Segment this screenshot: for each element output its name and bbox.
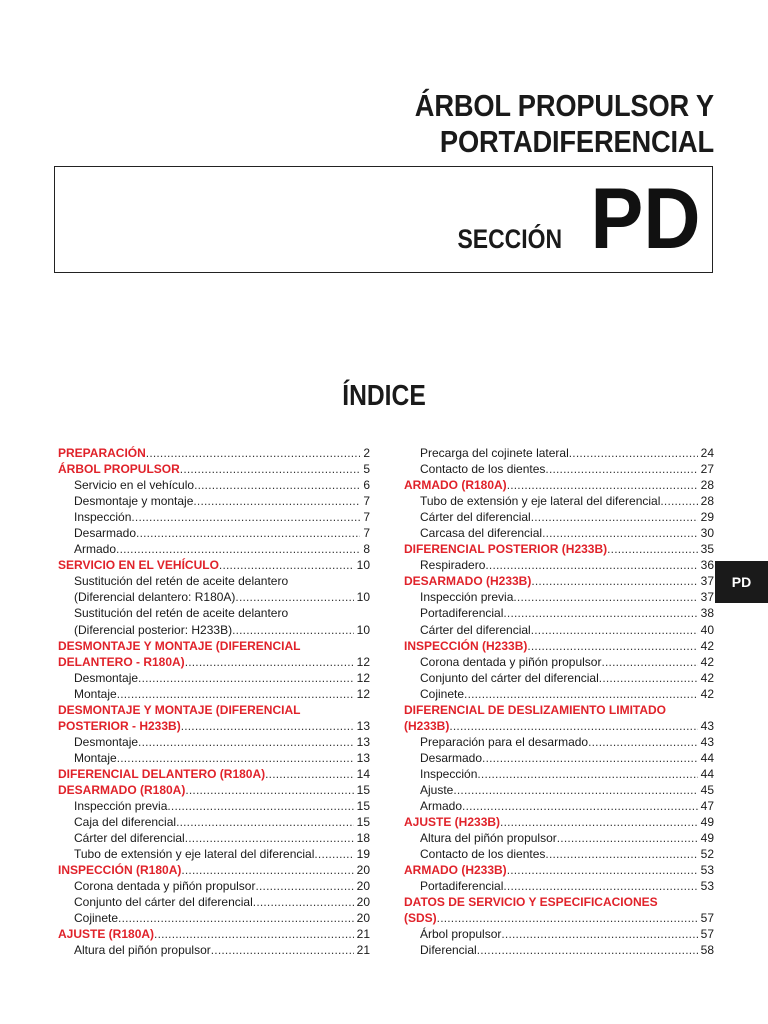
toc-entry-title: Tubo de extensión y eje lateral del diferencial <box>420 494 661 509</box>
toc-entry-title: DIFERENCIAL DE DESLIZAMIENTO LIMITADO <box>404 702 667 717</box>
toc-entry-title: Diferencial <box>420 943 477 958</box>
toc-entry-title: Portadiferencial <box>420 879 504 894</box>
toc-entry-title: INSPECCIÓN (H233B) <box>404 638 528 653</box>
toc-leader-dots <box>154 926 354 942</box>
toc-entry-title: Montaje <box>74 686 117 701</box>
toc-entry[interactable] <box>58 894 370 910</box>
toc-leader-dots <box>477 766 697 782</box>
toc-leader-dots <box>180 461 361 477</box>
toc-leader-dots <box>503 605 697 621</box>
toc-leader-dots <box>136 525 360 541</box>
toc-entry-title: Desmontaje <box>74 670 139 685</box>
toc-entry-page: 42 <box>700 686 714 701</box>
toc-entry[interactable] <box>58 589 370 605</box>
toc-entry-page: 42 <box>700 654 714 669</box>
toc-entry-title: (Diferencial delantero: R180A) <box>74 590 236 605</box>
toc-entry-title: Inspección previa <box>420 590 514 605</box>
toc-entry-page: 44 <box>700 766 714 781</box>
toc-leader-dots <box>116 541 360 557</box>
toc-entry[interactable] <box>404 846 714 862</box>
toc-leader-dots <box>185 830 354 846</box>
toc-entry[interactable] <box>58 782 370 798</box>
toc-leader-dots <box>117 750 354 766</box>
toc-entry-title: Portadiferencial <box>420 606 504 621</box>
toc-entry[interactable] <box>404 477 714 493</box>
toc-leader-dots <box>146 445 361 461</box>
toc-entry[interactable] <box>404 798 714 814</box>
toc-entry-title: Inspección previa <box>74 799 168 814</box>
toc-entry[interactable] <box>404 686 714 702</box>
toc-entry-title: Corona dentada y piñón propulsor <box>420 654 602 669</box>
toc-entry-page: 19 <box>356 847 370 862</box>
toc-entry-title: ARMADO (R180A) <box>404 478 507 493</box>
toc-entry[interactable] <box>404 894 714 910</box>
section-box <box>54 166 713 273</box>
toc-entry[interactable] <box>58 541 370 557</box>
toc-leader-dots <box>194 477 360 493</box>
toc-entry[interactable] <box>58 622 370 638</box>
toc-entry-page: 49 <box>700 815 714 830</box>
toc-entry[interactable] <box>404 589 714 605</box>
section-label: SECCIÓN <box>457 224 562 254</box>
toc-left-column <box>58 445 370 959</box>
index-heading: ÍNDICE <box>342 380 426 412</box>
toc-entry[interactable] <box>404 445 714 461</box>
toc-entry-title: AJUSTE (H233B) <box>404 815 501 830</box>
toc-leader-dots <box>181 862 353 878</box>
toc-entry-page: 27 <box>700 462 714 477</box>
toc-entry-title: Cárter del diferencial <box>420 510 531 525</box>
toc-entry[interactable] <box>58 878 370 894</box>
toc-entry-title: Armado <box>420 799 463 814</box>
document-title <box>415 88 714 160</box>
toc-leader-dots <box>557 830 698 846</box>
toc-entry-title: Inspección <box>420 766 478 781</box>
toc-entry-page: 53 <box>700 863 714 878</box>
toc-entry-page: 21 <box>356 927 370 942</box>
toc-entry-page: 15 <box>356 782 370 797</box>
toc-entry[interactable] <box>404 910 714 926</box>
toc-entry[interactable] <box>58 734 370 750</box>
toc-leader-dots <box>531 573 697 589</box>
toc-entry-page: 6 <box>363 478 370 493</box>
toc-entry[interactable] <box>58 718 370 734</box>
toc-entry-title: DIFERENCIAL DELANTERO (R180A) <box>58 766 266 781</box>
toc-leader-dots <box>527 638 697 654</box>
toc-entry-title: AJUSTE (R180A) <box>58 927 155 942</box>
toc-entry[interactable] <box>58 525 370 541</box>
toc-leader-dots <box>531 509 698 525</box>
toc-leader-dots <box>185 782 353 798</box>
toc-entry[interactable] <box>404 461 714 477</box>
toc-entry[interactable] <box>404 942 714 958</box>
toc-leader-dots <box>314 846 353 862</box>
toc-entry-page: 12 <box>356 670 370 685</box>
toc-entry-title: DESARMADO (R180A) <box>58 782 186 797</box>
toc-entry-page: 42 <box>700 670 714 685</box>
toc-entry-page: 30 <box>700 526 714 541</box>
toc-entry-page: 13 <box>356 718 370 733</box>
toc-entry[interactable] <box>404 638 714 654</box>
toc-entry-title: (H233B) <box>404 718 450 733</box>
toc-entry-page: 21 <box>356 943 370 958</box>
toc-entry[interactable] <box>404 862 714 878</box>
toc-entry[interactable] <box>404 493 714 509</box>
toc-entry[interactable] <box>58 814 370 830</box>
toc-entry-title: Armado <box>74 542 117 557</box>
toc-entry-page: 20 <box>356 895 370 910</box>
toc-entry[interactable] <box>404 718 714 734</box>
toc-leader-dots <box>167 798 353 814</box>
toc-entry-page: 42 <box>700 638 714 653</box>
toc-entry-page: 20 <box>356 879 370 894</box>
toc-entry-title: DATOS DE SERVICIO Y ESPECIFICACIONES <box>404 895 658 910</box>
toc-entry[interactable] <box>404 830 714 846</box>
toc-entry-title: Cárter del diferencial <box>74 831 185 846</box>
toc-entry-title: DIFERENCIAL POSTERIOR (H233B) <box>404 542 608 557</box>
toc-entry[interactable] <box>58 605 370 621</box>
toc-entry-page: 49 <box>700 831 714 846</box>
toc-entry[interactable] <box>58 862 370 878</box>
toc-entry[interactable] <box>404 750 714 766</box>
toc-entry[interactable] <box>58 573 370 589</box>
toc-entry-title: Desarmado <box>420 750 483 765</box>
toc-entry-page: 29 <box>700 510 714 525</box>
toc-leader-dots <box>181 718 354 734</box>
toc-entry-page: 53 <box>700 879 714 894</box>
toc-entry-title: Respiradero <box>420 558 486 573</box>
toc-leader-dots <box>232 622 354 638</box>
toc-entry-title: Contacto de los dientes <box>420 847 546 862</box>
toc-entry-page: 28 <box>700 494 714 509</box>
toc-entry[interactable] <box>58 686 370 702</box>
title-line-2: PORTADIFERENCIAL <box>439 124 714 159</box>
toc-entry-page: 44 <box>700 750 714 765</box>
toc-entry[interactable] <box>404 670 714 686</box>
toc-entry-title: Ajuste <box>420 782 454 797</box>
toc-entry-title: Desmontaje <box>74 734 139 749</box>
toc-entry-page: 12 <box>356 686 370 701</box>
toc-leader-dots <box>542 525 698 541</box>
toc-entry-title: Sustitución del retén de aceite delantero <box>74 574 289 589</box>
toc-entry-page: 10 <box>356 622 370 637</box>
toc-leader-dots <box>193 493 360 509</box>
toc-leader-dots <box>545 461 697 477</box>
toc-leader-dots <box>462 798 698 814</box>
toc-entry[interactable] <box>58 445 370 461</box>
toc-entry[interactable] <box>404 541 714 557</box>
toc-entry-page: 10 <box>356 558 370 573</box>
toc-entry-title: Árbol propulsor <box>420 927 502 942</box>
toc-right-column <box>404 445 714 959</box>
toc-entry[interactable] <box>58 461 370 477</box>
toc-entry-page: 36 <box>700 558 714 573</box>
toc-leader-dots <box>601 654 697 670</box>
toc-entry[interactable] <box>58 926 370 942</box>
toc-leader-dots <box>117 686 354 702</box>
toc-leader-dots <box>503 878 697 894</box>
toc-entry-title: Corona dentada y piñón propulsor <box>74 879 256 894</box>
toc-leader-dots <box>265 766 354 782</box>
toc-entry[interactable] <box>404 766 714 782</box>
toc-entry[interactable] <box>58 477 370 493</box>
toc-entry-page: 10 <box>356 590 370 605</box>
toc-entry-title: INSPECCIÓN (R180A) <box>58 863 182 878</box>
toc-leader-dots <box>545 846 697 862</box>
toc-entry-title: SERVICIO EN EL VEHÍCULO <box>58 558 219 573</box>
toc-entry-page: 13 <box>356 750 370 765</box>
toc-entry-page: 13 <box>356 734 370 749</box>
toc-entry-page: 15 <box>356 815 370 830</box>
toc-leader-dots <box>437 910 698 926</box>
toc-entry-title: DELANTERO - R180A) <box>58 654 185 669</box>
toc-leader-dots <box>599 670 698 686</box>
toc-leader-dots <box>176 814 354 830</box>
toc-entry-page: 35 <box>700 542 714 557</box>
toc-entry[interactable] <box>404 605 714 621</box>
toc-leader-dots <box>485 557 697 573</box>
section-code: PD <box>590 171 700 267</box>
toc-entry[interactable] <box>58 557 370 573</box>
toc-entry-page: 8 <box>363 542 370 557</box>
toc-entry[interactable] <box>404 782 714 798</box>
toc-entry-title: Cojinete <box>74 911 119 926</box>
toc-leader-dots <box>118 910 354 926</box>
toc-entry-title: Montaje <box>74 750 117 765</box>
toc-entry-page: 43 <box>700 734 714 749</box>
toc-entry[interactable] <box>58 910 370 926</box>
toc-leader-dots <box>131 509 360 525</box>
toc-entry-title: Servicio en el vehículo <box>74 478 195 493</box>
toc-entry-title: PREPARACIÓN <box>58 446 146 460</box>
toc-entry-page: 14 <box>356 766 370 781</box>
toc-entry-title: Contacto de los dientes <box>420 462 546 477</box>
toc-entry[interactable] <box>404 702 714 718</box>
toc-entry-page: 24 <box>700 446 714 460</box>
toc-entry-title: Conjunto del cárter del diferencial <box>74 895 253 910</box>
toc-entry-title: DESMONTAJE Y MONTAJE (DIFERENCIAL <box>58 702 301 717</box>
toc-leader-dots <box>219 557 354 573</box>
toc-entry-page: 2 <box>363 446 370 460</box>
toc-entry[interactable] <box>404 525 714 541</box>
toc-entry-title: Altura del piñón propulsor <box>74 943 211 958</box>
toc-entry[interactable] <box>404 814 714 830</box>
toc-entry[interactable] <box>58 702 370 718</box>
toc-entry-page: 52 <box>700 847 714 862</box>
toc-entry[interactable] <box>58 509 370 525</box>
toc-leader-dots <box>507 862 698 878</box>
toc-leader-dots <box>449 718 697 734</box>
toc-leader-dots <box>464 686 698 702</box>
toc-leader-dots <box>500 814 698 830</box>
toc-entry-page: 7 <box>363 494 370 509</box>
toc-entry[interactable] <box>58 750 370 766</box>
toc-entry[interactable] <box>58 846 370 862</box>
toc-entry-title: (Diferencial posterior: H233B) <box>74 622 233 637</box>
toc-leader-dots <box>477 942 698 958</box>
toc-entry[interactable] <box>58 942 370 958</box>
toc-entry[interactable] <box>58 654 370 670</box>
toc-entry-title: Precarga del cojinete lateral <box>420 446 569 460</box>
toc-entry-title: Carcasa del diferencial <box>420 526 543 541</box>
toc-entry[interactable] <box>404 654 714 670</box>
toc-entry-title: Inspección <box>74 510 132 525</box>
toc-entry-page: 7 <box>363 510 370 525</box>
toc-leader-dots <box>255 878 353 894</box>
toc-entry[interactable] <box>404 557 714 573</box>
toc-entry-page: 5 <box>363 462 370 477</box>
toc-entry-page: 57 <box>700 911 714 926</box>
toc-entry-title: ÁRBOL PROPULSOR <box>58 462 180 477</box>
toc-leader-dots <box>513 589 697 605</box>
toc-entry-page: 38 <box>700 606 714 621</box>
toc-leader-dots <box>569 445 698 461</box>
toc-entry-title: POSTERIOR - H233B) <box>58 718 181 733</box>
toc-leader-dots <box>660 493 697 509</box>
toc-entry-title: DESMONTAJE Y MONTAJE (DIFERENCIAL <box>58 638 301 653</box>
toc-entry-page: 45 <box>700 782 714 797</box>
toc-entry[interactable] <box>404 926 714 942</box>
toc-entry-title: Tubo de extensión y eje lateral del diferencial <box>74 847 315 862</box>
toc-entry[interactable] <box>58 766 370 782</box>
toc-entry-title: Altura del piñón propulsor <box>420 831 557 846</box>
toc-entry-page: 28 <box>700 478 714 493</box>
toc-entry[interactable] <box>404 573 714 589</box>
section-side-tab[interactable]: PD <box>715 561 768 603</box>
toc-entry-title: Desmontaje y montaje <box>74 494 194 509</box>
toc-leader-dots <box>453 782 697 798</box>
toc-leader-dots <box>607 541 698 557</box>
toc-entry-title: Cojinete <box>420 686 465 701</box>
toc-entry-page: 37 <box>700 574 714 589</box>
toc-entry[interactable] <box>404 734 714 750</box>
toc-leader-dots <box>507 477 698 493</box>
toc-leader-dots <box>138 734 354 750</box>
toc-entry[interactable] <box>58 798 370 814</box>
toc-leader-dots <box>531 622 698 638</box>
toc-leader-dots <box>235 589 353 605</box>
toc-leader-dots <box>588 734 698 750</box>
toc-entry-title: Sustitución del retén de aceite delantero <box>74 606 289 621</box>
toc-entry[interactable] <box>58 830 370 846</box>
toc-entry-page: 37 <box>700 590 714 605</box>
toc-entry-page: 47 <box>700 799 714 814</box>
toc-leader-dots <box>211 942 354 958</box>
toc-leader-dots <box>253 894 354 910</box>
toc-entry-page: 40 <box>700 622 714 637</box>
toc-entry-title: Desarmado <box>74 526 137 541</box>
toc-entry-page: 7 <box>363 526 370 541</box>
toc-leader-dots <box>185 654 354 670</box>
toc-entry[interactable] <box>58 670 370 686</box>
title-line-1: ÁRBOL PROPULSOR Y <box>414 88 714 123</box>
toc-leader-dots <box>501 926 697 942</box>
toc-entry-page: 58 <box>700 943 714 958</box>
toc-entry-title: Conjunto del cárter del diferencial <box>420 670 599 685</box>
toc-entry[interactable] <box>404 509 714 525</box>
toc-entry[interactable] <box>58 493 370 509</box>
toc-entry-title: ARMADO (H233B) <box>404 863 507 878</box>
toc-entry-title: Caja del diferencial <box>74 815 177 830</box>
toc-leader-dots <box>482 750 698 766</box>
toc-entry-title: Preparación para el desarmado <box>420 734 589 749</box>
toc-entry-page: 57 <box>700 927 714 942</box>
toc-entry-title: Cárter del diferencial <box>420 622 531 637</box>
toc-entry[interactable] <box>404 622 714 638</box>
toc-entry-page: 20 <box>356 911 370 926</box>
toc-entry[interactable] <box>404 878 714 894</box>
toc-entry[interactable] <box>58 638 370 654</box>
toc-entry-title: DESARMADO (H233B) <box>404 574 532 589</box>
toc-entry-title: (SDS) <box>404 911 437 926</box>
toc-leader-dots <box>138 670 354 686</box>
toc-entry-page: 15 <box>356 799 370 814</box>
toc-entry-page: 12 <box>356 654 370 669</box>
toc-entry-page: 20 <box>356 863 370 878</box>
toc-entry-page: 18 <box>356 831 370 846</box>
toc-entry-page: 43 <box>700 718 714 733</box>
